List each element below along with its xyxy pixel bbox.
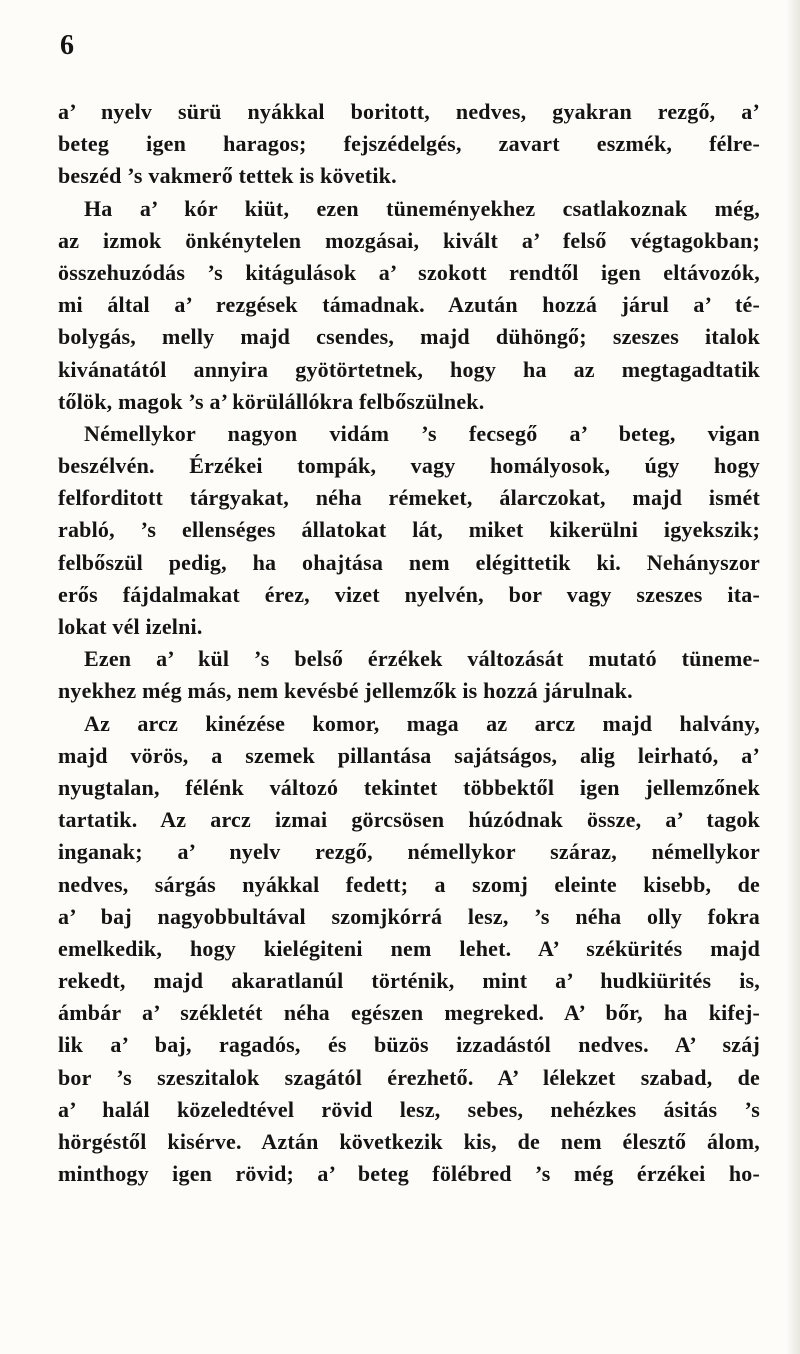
paragraph-start-line: Ha a’ kór kiüt, ezen tüneményekhez csatlakoznak még, xyxy=(84,195,760,221)
text-line: a’ baj nagyobbultával szomjkórrá lesz, ’s néha olly fokra xyxy=(58,903,760,929)
text-line: rekedt, majd akaratlanúl történik, mint a’ hudkiürités is, xyxy=(58,968,760,994)
text-line: tőlök, magok ’s a’ körülállókra felbőszülnek. xyxy=(58,388,485,414)
text-line: beteg igen haragos; fejszédelgés, zavart eszmék, félre- xyxy=(58,131,760,157)
text-line: tartatik. Az arcz izmai görcsösen húzódnak össze, a’ tagok xyxy=(58,807,760,833)
text-line: a’ nyelv sürü nyákkal boritott, nedves, gyakran rezgő, a’ xyxy=(58,99,760,124)
text-line: lokat vél izelni. xyxy=(58,614,203,639)
text-line: beszéd ’s vakmerő tettek is követik. xyxy=(58,163,397,189)
text-line: emelkedik, hogy kielégiteni nem lehet. A’ székürités majd xyxy=(58,935,760,961)
text-line: majd vörös, a szemek pillantása sajátságos, alig leirható, a’ xyxy=(58,742,760,768)
text-line: kivánatától annyira gyötörtetnek, hogy ha az megtagadtatik xyxy=(58,356,760,382)
page-number: 6 xyxy=(60,30,74,61)
text-line: beszélvén. Érzékei tompák, vagy homályosok, úgy hogy xyxy=(58,453,760,479)
text-line: inganak; a’ nyelv rezgő, némellykor száraz, némellykor xyxy=(58,839,760,865)
text-line: bor ’s szeszitalok szagától érezhető. A’ lélekzet szabad, de xyxy=(58,1064,760,1090)
text-line: felforditott tárgyakat, néha rémeket, álarczokat, majd ismét xyxy=(58,485,760,511)
text-line: a’ halál közeledtével rövid lesz, sebes, nehézkes ásitás ’s xyxy=(58,1096,760,1122)
text-line: lik a’ baj, ragadós, és büzös izzadástól nedves. A’ száj xyxy=(58,1032,760,1058)
text-line: erős fájdalmakat érez, vizet nyelvén, bor vagy szeszes ita- xyxy=(58,581,760,607)
text-line: nyugtalan, félénk változó tekintet többektől igen jellemzőnek xyxy=(58,774,760,800)
text-line: bolygás, melly majd csendes, majd dühöngő; szeszes italok xyxy=(58,324,760,350)
paragraph-start-line: Ezen a’ kül ’s belső érzékek változását mutató tüneme- xyxy=(84,646,760,672)
paragraph-start-line: Az arcz kinézése komor, maga az arcz majd halvány, xyxy=(84,710,760,736)
text-line: felbőszül pedig, ha ohajtása nem elégittetik ki. Nehányszor xyxy=(58,549,760,575)
paragraph-start-line: Némellykor nagyon vidám ’s fecsegő a’ beteg, vigan xyxy=(84,420,760,446)
text-line: ámbár a’ székletét néha egészen megreked. A’ bőr, ha kifej- xyxy=(58,1000,760,1026)
body-text xyxy=(58,96,760,1190)
page-edge-shadow xyxy=(786,0,800,1354)
text-line: nyekhez még más, nem kevésbé jellemzők is hozzá járulnak. xyxy=(58,678,633,704)
text-line: mi által a’ rezgések támadnak. Azután hozzá járul a’ té- xyxy=(58,292,760,318)
text-line: minthogy igen rövid; a’ beteg fölébred ’s még érzékei ho- xyxy=(58,1161,760,1187)
text-line: az izmok önkénytelen mozgásai, kivált a’ felső végtagokban; xyxy=(58,227,760,253)
text-line: nedves, sárgás nyákkal fedett; a szomj eleinte kisebb, de xyxy=(58,871,760,897)
text-line: rabló, ’s ellenséges állatokat lát, miket kikerülni igyekszik; xyxy=(58,517,760,543)
text-line: összehuzódás ’s kitágulások a’ szokott rendtől igen eltávozók, xyxy=(58,259,760,285)
text-line: hörgéstől kisérve. Aztán következik kis, de nem élesztő álom, xyxy=(58,1129,760,1154)
